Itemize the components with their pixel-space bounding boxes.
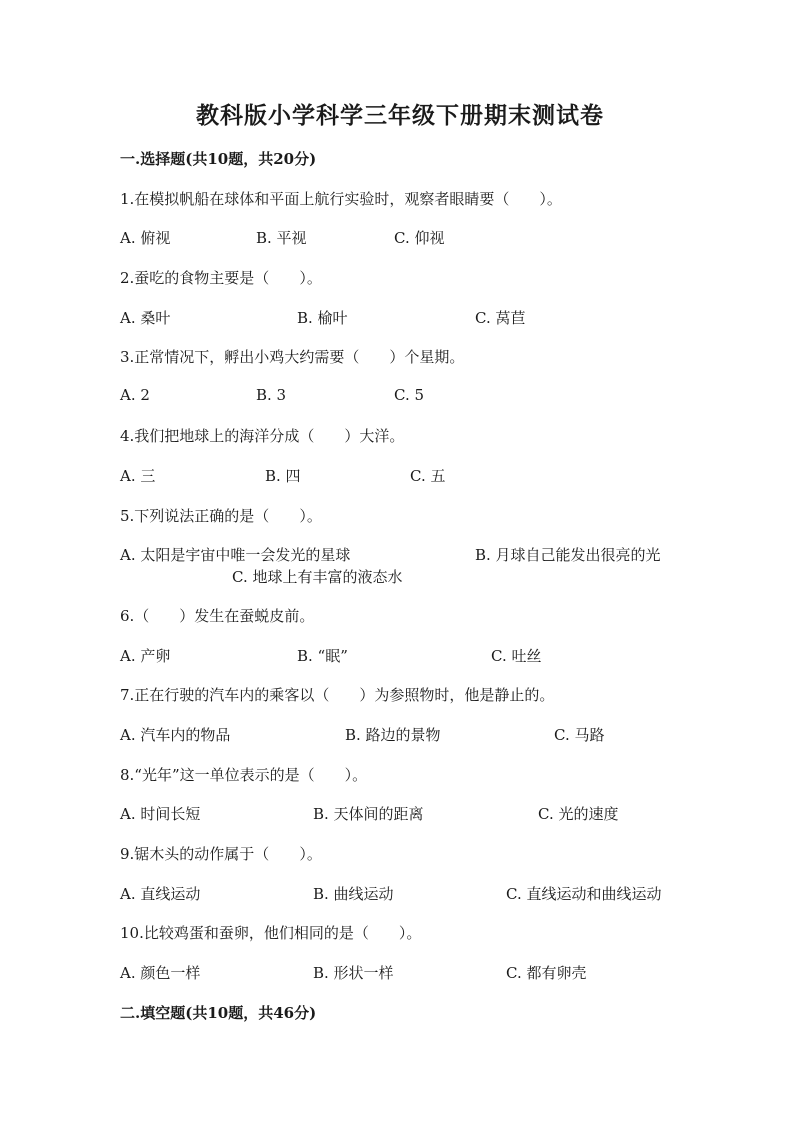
page-title: 教科版小学科学三年级下册期末测试卷	[196, 102, 604, 129]
q6-option-b: B. “眠”	[297, 647, 348, 665]
q2-option-c: C. 莴苣	[475, 309, 526, 327]
question-2: 2.蚕吃的食物主要是（ ）。	[120, 269, 322, 287]
q10-option-c: C. 都有卵壳	[506, 964, 587, 982]
question-1: 1.在模拟帆船在球体和平面上航行实验时，观察者眼睛要（ ）。	[120, 190, 562, 208]
q7-option-b: B. 路边的景物	[345, 726, 441, 744]
q5-option-c: C. 地球上有丰富的液态水	[232, 568, 403, 586]
q8-option-c: C. 光的速度	[538, 805, 619, 823]
q8-option-b: B. 天体间的距离	[313, 805, 424, 823]
q10-option-a: A. 颜色一样	[120, 964, 201, 982]
q6-option-a: A. 产卵	[120, 647, 171, 665]
question-9: 9.锯木头的动作属于（ ）。	[120, 845, 322, 863]
question-5: 5.下列说法正确的是（ ）。	[120, 507, 322, 525]
q1-option-b: B. 平视	[256, 229, 307, 247]
q6-option-c: C. 吐丝	[491, 647, 542, 665]
question-3: 3.正常情况下，孵出小鸡大约需要（ ）个星期。	[120, 348, 465, 366]
q4-option-b: B. 四	[265, 467, 301, 485]
q5-option-a: A. 太阳是宇宙中唯一会发光的星球	[120, 546, 351, 564]
q7-option-a: A. 汽车内的物品	[120, 726, 231, 744]
q3-option-a: A. 2	[120, 386, 150, 404]
q1-option-a: A. 俯视	[120, 229, 171, 247]
q7-option-c: C. 马路	[554, 726, 605, 744]
q1-option-c: C. 仰视	[394, 229, 445, 247]
question-8: 8.“光年”这一单位表示的是（ ）。	[120, 766, 368, 784]
question-6: 6.（ ）发生在蚕蜕皮前。	[120, 607, 315, 625]
q10-option-b: B. 形状一样	[313, 964, 394, 982]
q3-option-c: C. 5	[394, 386, 425, 404]
q9-option-c: C. 直线运动和曲线运动	[506, 885, 662, 903]
q2-option-a: A. 桑叶	[120, 309, 171, 327]
section-heading-choice: 一.选择题(共10题，共20分)	[120, 150, 317, 168]
question-4: 4.我们把地球上的海洋分成（ ）大洋。	[120, 427, 405, 445]
q4-option-a: A. 三	[120, 467, 156, 485]
q4-option-c: C. 五	[410, 467, 446, 485]
q5-option-b: B. 月球自己能发出很亮的光	[475, 546, 661, 564]
q8-option-a: A. 时间长短	[120, 805, 201, 823]
question-7: 7.正在行驶的汽车内的乘客以（ ）为参照物时，他是静止的。	[120, 686, 555, 704]
q3-option-b: B. 3	[256, 386, 287, 404]
section-heading-fill: 二.填空题(共10题，共46分)	[120, 1004, 317, 1022]
q9-option-a: A. 直线运动	[120, 885, 201, 903]
question-10: 10.比较鸡蛋和蚕卵，他们相同的是（ ）。	[120, 924, 422, 942]
q2-option-b: B. 榆叶	[297, 309, 348, 327]
q9-option-b: B. 曲线运动	[313, 885, 394, 903]
